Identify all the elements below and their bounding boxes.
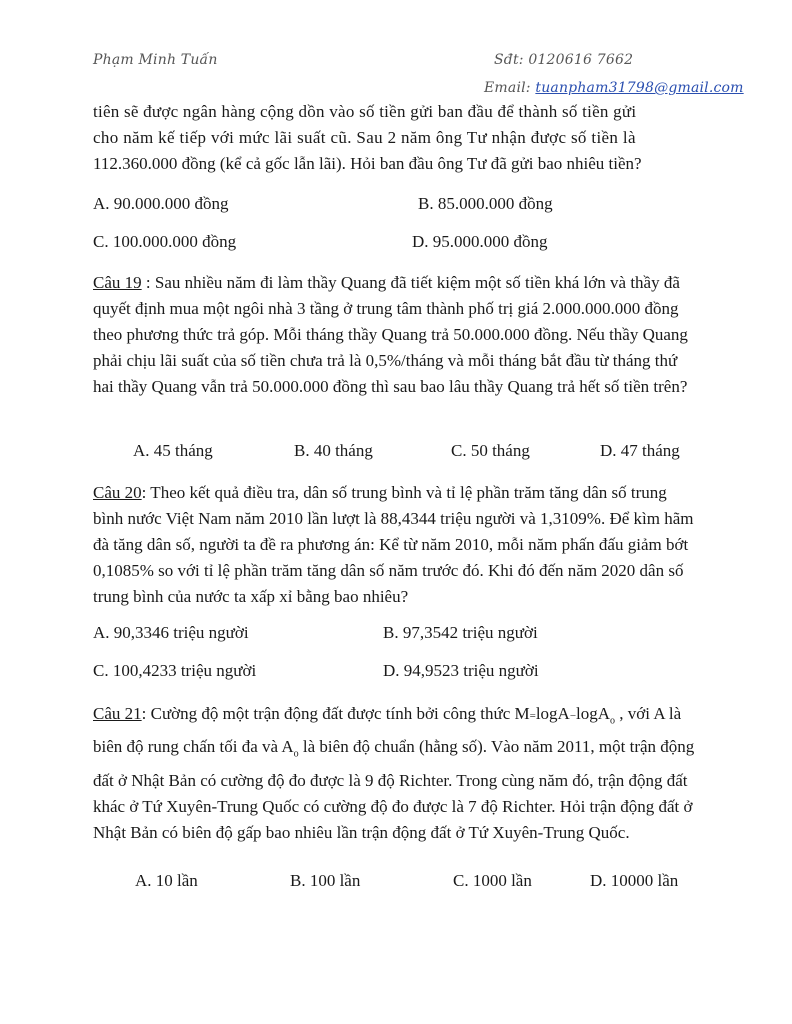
question-20-label: Câu 20: [93, 483, 142, 502]
question-19: [93, 270, 697, 400]
header-email-link[interactable]: tuanpham31798@gmail.com: [535, 80, 744, 96]
q19-option-d: D. 47 tháng: [600, 441, 680, 460]
intro-option-d: D. 95.000.000 đồng: [412, 232, 548, 251]
intro-line-3: 112.360.000 đồng (kể cả gốc lẫn lãi). Hỏi ban đầu ông Tư đã gửi bao nhiêu tiền?: [93, 154, 642, 173]
q20-option-b: B. 97,3542 triệu người: [383, 623, 538, 642]
formula-log-a0: logA: [576, 704, 611, 723]
q19-option-a: A. 45 tháng: [133, 441, 213, 460]
q19-option-b: B. 40 tháng: [294, 441, 373, 460]
q20-option-a: A. 90,3346 triệu người: [93, 623, 249, 642]
q21-option-a: A. 10 lần: [135, 871, 198, 890]
intro-option-b: B. 85.000.000 đồng: [418, 194, 553, 213]
question-19-label: Câu 19: [93, 273, 142, 292]
question-19-text: : Sau nhiều năm đi làm thầy Quang đã tiết kiệm một số tiền khá lớn và thầy đã quyết định mua một ngôi nhà 3 tầng ở trung tâm thành phố trị giá 2.000.000.000 đồng theo phương thức trả góp. Mỗi tháng thầy Quang trả 50.000.000 đồng. Nếu thầy Quang phải chịu lãi suất của số tiền chưa trả là 0,5%/tháng và mỗi tháng bắt đầu từ tháng thứ hai thầy Quang vẫn trả 50.000.000 đồng thì sau bao lâu thầy Quang trả hết số tiền trên?: [93, 273, 688, 396]
q21-option-d: D. 10000 lần: [590, 871, 679, 890]
q20-option-d: D. 94,9523 triệu người: [383, 661, 539, 680]
question-21-text-b: , với A là biên độ rung chấn tối đa và A: [93, 704, 682, 757]
header-email: [484, 80, 744, 96]
formula-equals: =: [529, 710, 536, 722]
header-author: Phạm Minh Tuấn: [93, 52, 218, 68]
q21-option-b: B. 100 lần: [290, 871, 361, 890]
header-email-label: Email:: [484, 80, 536, 96]
intro-line-1: tiên sẽ được ngân hàng cộng dồn vào số tiền gửi ban đầu để thành số tiền gửi: [93, 102, 637, 121]
intro-line-2: cho năm kế tiếp với mức lãi suất cũ. Sau 2 năm ông Tư nhận được số tiền là: [93, 128, 636, 147]
a0-subscript: o: [293, 748, 299, 760]
question-21-text-c: là biên độ chuẩn (hằng số). Vào năm 2011, một trận động đất ở Nhật Bản có cường độ đo được là 9 độ Richter. Trong cùng năm đó, trận động đất khác ở Tứ Xuyên-Trung Quốc có cường độ đo được là 7 độ Richter. Hỏi trận động đất ở Nhật Bản có biên độ gấp bao nhiêu lần trận động đất ở Tứ Xuyên-Trung Quốc.: [93, 737, 695, 842]
formula-minus: −: [569, 710, 577, 722]
formula-subscript: o: [610, 715, 616, 727]
question-20-text: : Theo kết quả điều tra, dân số trung bình và tỉ lệ phần trăm tăng dân số trung bình nước Việt Nam năm 2010 lần lượt là 88,4344 triệu người và 1,3109%. Để kìm hãm đà tăng dân số, người ta đề ra phương án: Kể từ năm 2010, mỗi năm phấn đấu giảm bớt 0,1085% so với tỉ lệ phần trăm tăng dân số năm trước đó. Khi đó đến năm 2020 dân số trung bình của nước ta xấp xỉ bằng bao nhiêu?: [93, 483, 694, 606]
q21-option-c: C. 1000 lần: [453, 871, 532, 890]
question-21-text-a: : Cường độ một trận động đất được tính bởi công thức M: [141, 704, 530, 723]
q19-option-c: C. 50 tháng: [451, 441, 530, 460]
question-21-label: Câu 21: [93, 704, 142, 723]
intro-option-a: A. 90.000.000 đồng: [93, 194, 229, 213]
question-20: [93, 480, 697, 610]
intro-option-c: C. 100.000.000 đồng: [93, 232, 237, 251]
formula-log-a: logA: [535, 704, 570, 723]
q20-option-c: C. 100,4233 triệu người: [93, 661, 257, 680]
header-phone: Sđt: 0120616 7662: [494, 52, 634, 68]
question-21: [93, 701, 697, 846]
